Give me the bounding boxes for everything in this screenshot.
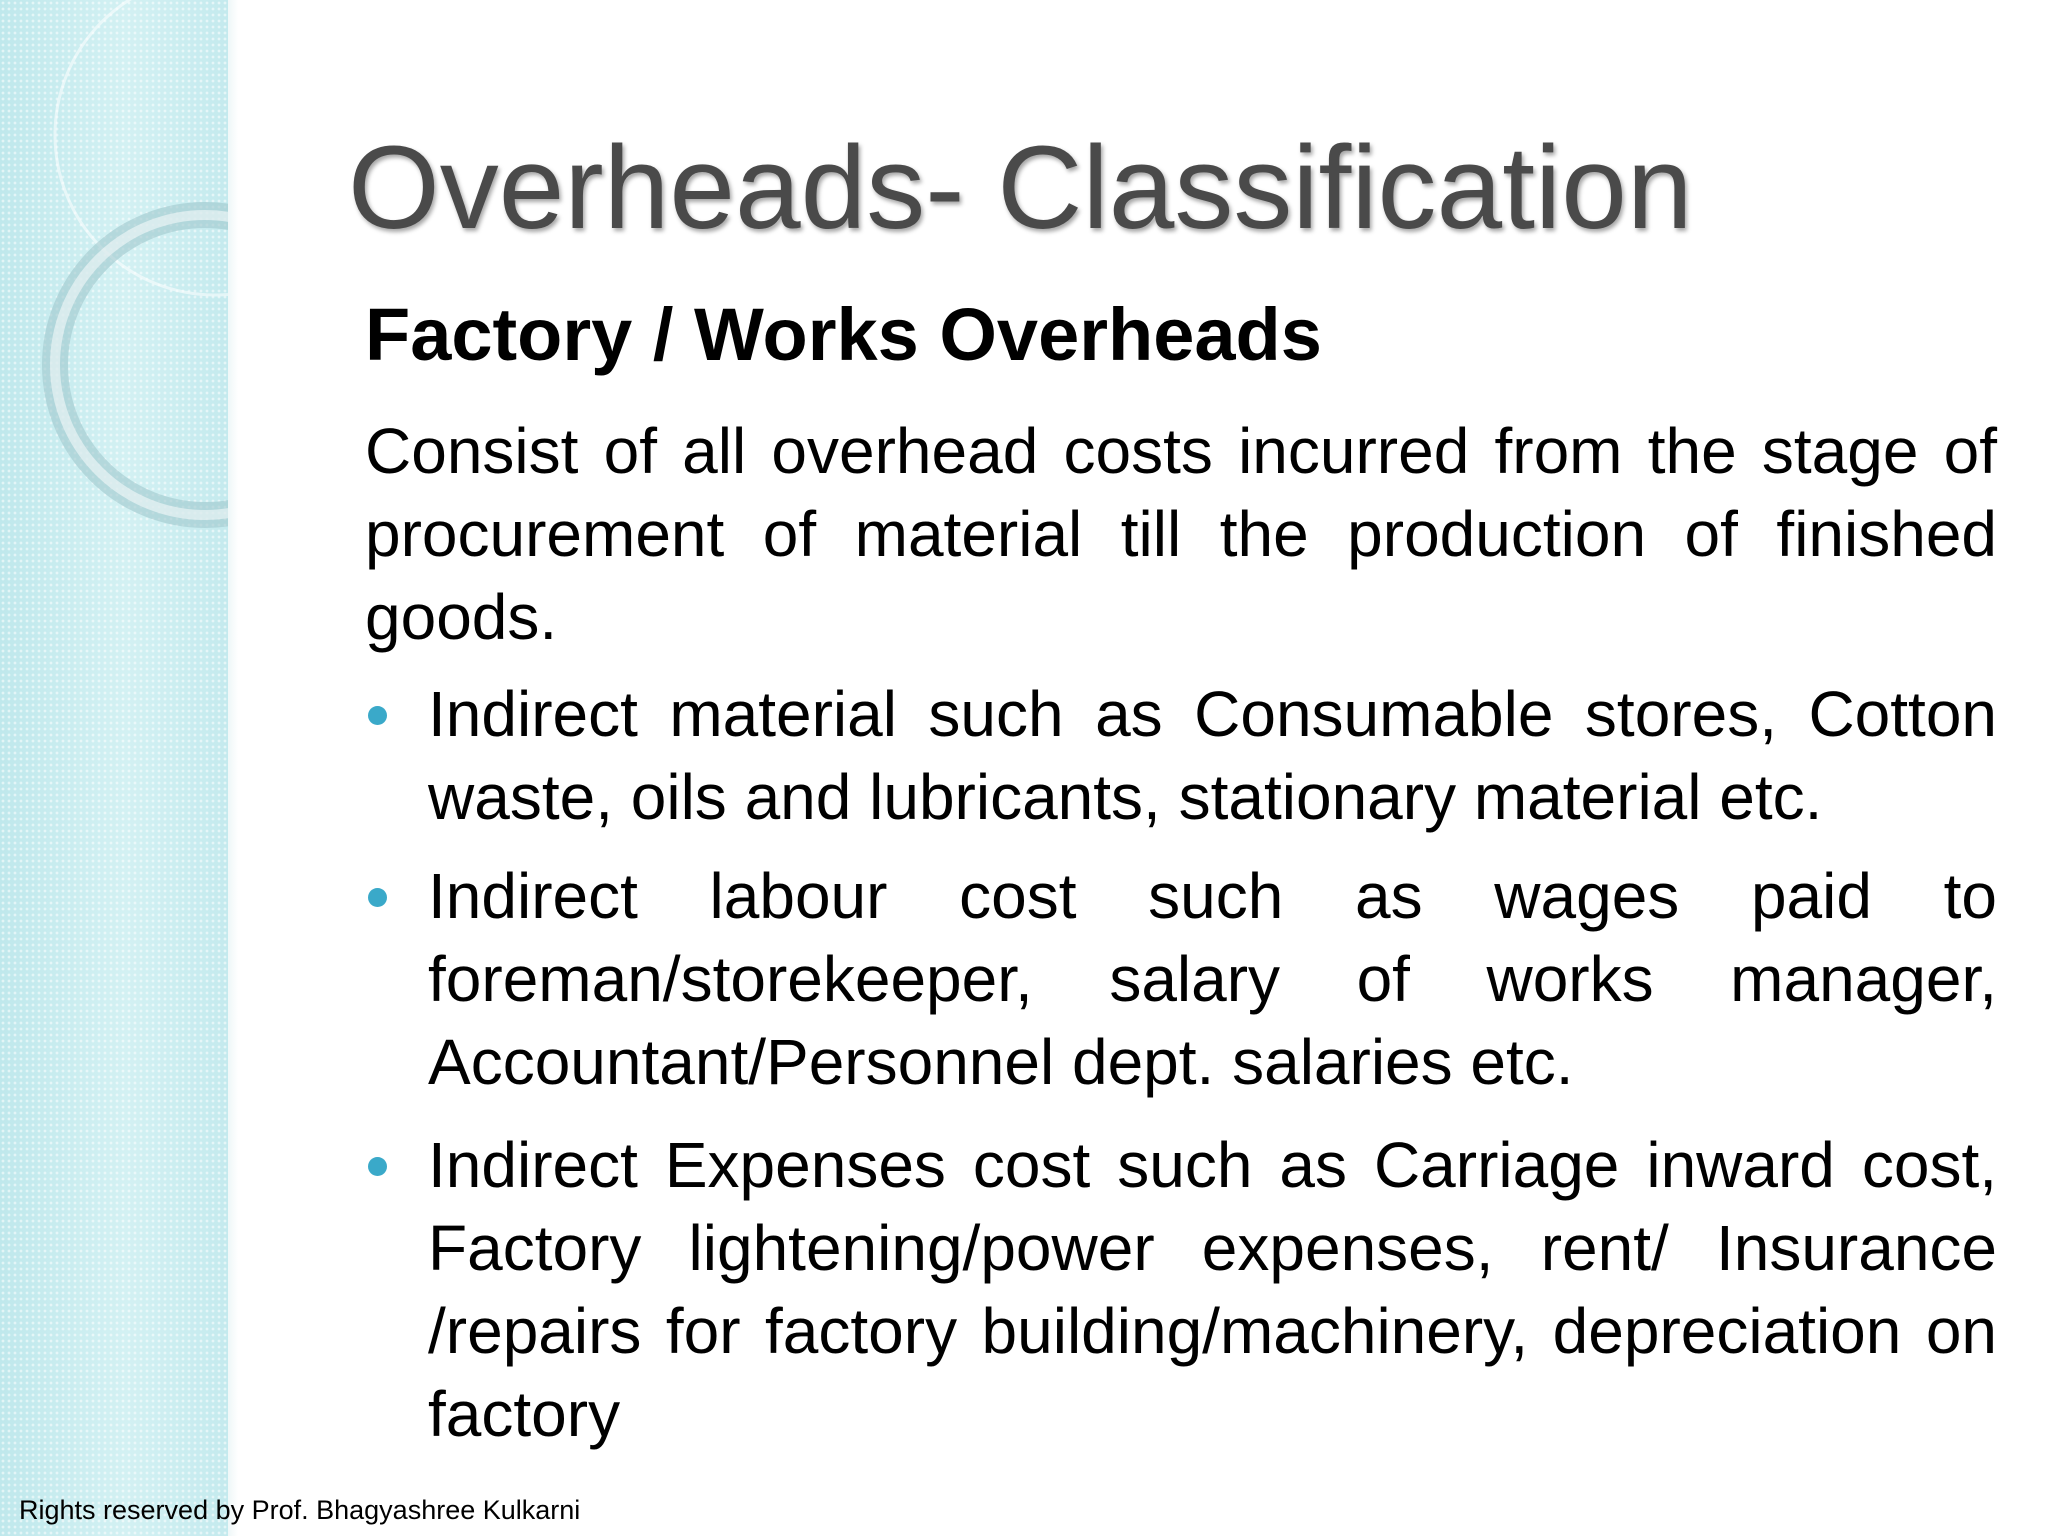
intro-paragraph: Consist of all overhead costs incurred from the stage of procurement of material till the production of finished goods.: [365, 415, 1997, 653]
section-heading: Factory / Works Overheads: [365, 293, 1322, 376]
bullet-item-indirect-labour: [365, 855, 1997, 1104]
bullet-text: Indirect Expenses cost such as Carriage inward cost, Factory lightening/power expenses, rent/ Insurance /repairs for factory building/machinery, depreciation on factory: [428, 1129, 1997, 1450]
slide-title: Overheads- Classification: [348, 122, 1693, 254]
bullet-dot-icon: [368, 706, 387, 725]
bullet-text: Indirect labour cost such as wages paid to foreman/storekeeper, salary of works manager, Accountant/Personnel dept. salaries etc.: [428, 860, 1997, 1098]
bullet-text: Indirect material such as Consumable stores, Cotton waste, oils and lubricants, stationary material etc.: [428, 678, 1997, 833]
bullet-list: [365, 673, 1997, 1472]
bullet-dot-icon: [368, 1157, 387, 1176]
sidebar-edge: [228, 0, 238, 1536]
bullet-dot-icon: [368, 888, 387, 907]
decorative-circles: [0, 0, 228, 1536]
bullet-item-indirect-material: [365, 673, 1997, 839]
bullet-item-indirect-expenses: [365, 1124, 1997, 1456]
copyright-footer: Rights reserved by Prof. Bhagyashree Kulkarni: [19, 1495, 581, 1525]
decorative-sidebar: [0, 0, 228, 1536]
